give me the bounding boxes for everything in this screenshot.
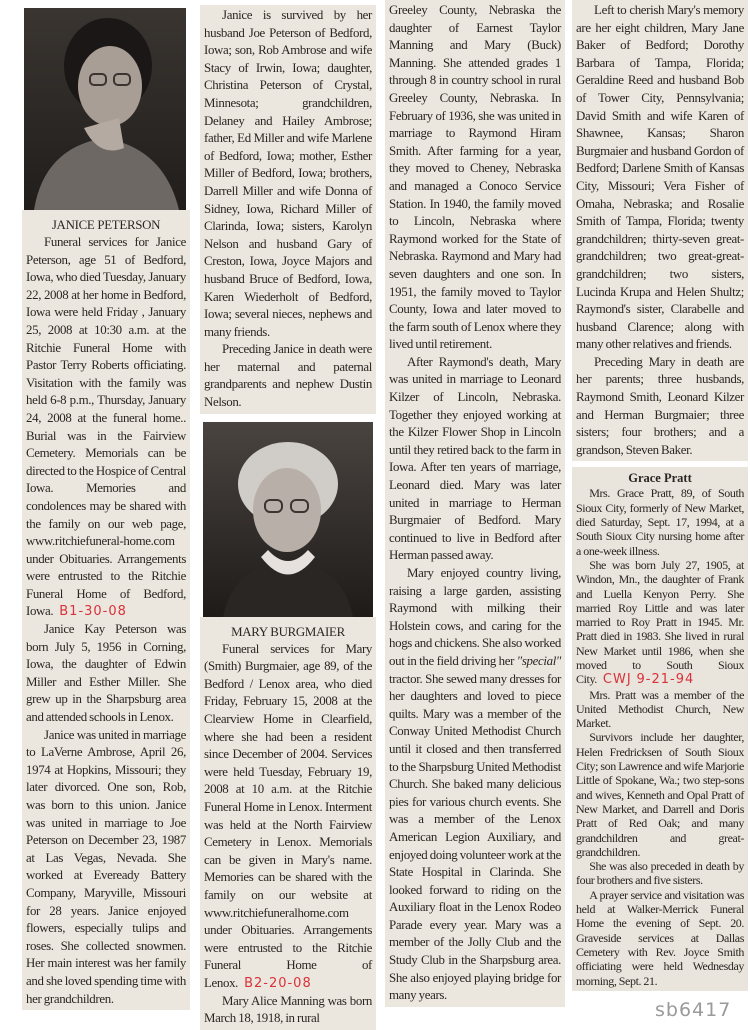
janice-obituary-part1: [22, 210, 190, 1010]
paragraph: Mary Alice Manning was born March 18, 1918, in rural: [204, 993, 372, 1026]
paragraph: A prayer service and visitation was held at Walker-Merrick Funeral Home the evening of Sept. 20. Graveside services at Dallas Cemetery with Rev. Joyce Smith officiating were held Wednesday morning, Sept. 21.: [576, 887, 744, 988]
paragraph: Greeley County, Nebraska the daughter of Earnest Taylor Manning and Mary (Buck) Manning. She attended grades 1 through 8 in country school in rural Greeley County, Nebraska. In February of 1936, she was united in marriage to Raymond Hiram Smith. After farming for a year, they moved to Cheney, Nebraska and managed a Conoco Service Station. In 1940, the family moved to Lincoln, Nebraska where Raymond worked for the State of Nebraska. Raymond and Mary had seven daughters and one son. In 1951, the family moved to Taylor County, Iowa and later moved to the farm south of Lenox where they lived until retirement.: [389, 3, 561, 352]
paragraph-text: Funeral services for Janice Peterson, age 51 of Bedford, Iowa, who died Tuesday, January 22, 2008 at her home in Bedford, Iowa were held Friday , January 25, 2008 at 10:30 a.m. at the Ritchie Funeral Home with Pastor Terry Roberts officiating. Visitation with the family was held 6-8 p.m., Thursday, January 24, 2008 at the funeral home.. Burial was in the Fairview Cemetery. Memorials can be directed to the Hospice of Central Iowa. Memories and condolences may be shared with the family on our web page, www.ritchiefuneral-home.com under Obituaries. Arrangements were entrusted to the Ritchie Funeral Home of Bedford, Iowa.: [26, 235, 186, 619]
paragraph: Janice Kay Peterson was born July 5, 1956 in Corning, Iowa, the daughter of Edwin Miller and Esther Miller. She grew up in the Sharpsburg area and attended schools in Lenox.: [26, 622, 186, 725]
paragraph-text: Funeral services for Mary (Smith) Burgmaier, age 89, of the Bedford / Lenox area, who died Friday, February 15, 2008 at the Clearview Home in Clearfield, where she had been a resident since December of 2004. Services were held Tuesday, February 19, 2008 at 10 a.m. at the Ritchie Funeral Home in Lenox. Interment was held at the North Fairview Cemetery in Lenox. Memorials can be given in Mary's name. Memories can be shared with the family on our website at www.ritchiefuneralhome.com under Obituaries. Arrangements were entrusted to the Ritchie Funeral Home of Lenox.: [204, 641, 372, 990]
column-3: [385, 0, 565, 1007]
mary-obituary-part3: [572, 0, 748, 461]
janice-obituary-part2: [200, 5, 376, 414]
portrait-elderly-woman-icon: [203, 422, 373, 617]
janice-peterson-photo: [24, 8, 186, 210]
mary-obituary-part1: [200, 617, 376, 1030]
portrait-woman-icon: [24, 8, 186, 210]
paragraph-text: Mary enjoyed country living, raising a large garden, assisting Raymond with milking their Holstein cows, and caring for the hogs and chickens. She also worked out in the field driving her: [389, 566, 561, 668]
column-4: [572, 0, 748, 991]
emphasized-text: "special": [516, 653, 561, 668]
paragraph-text: tractor. She sewed many dresses for her daughters and loved to piece quilts. Mary was a member of the Conway United Methodist Church until it closed and then transferred to the Sharpsburg United Methodist Church. She baked many delicious pies for various church events. She was a member of the Lenox American Legion Auxiliary, and enjoyed doing volunteer work at the State Hospital in Clarinda. She looked forward to riding on the Auxiliary float in the Lenox Rodeo Parade every year. Mary was a member of the Jolly Club and the Study Club in the Sharpsburg area. She also enjoyed playing bridge for many years.: [389, 671, 561, 1003]
paragraph: Left to cherish Mary's memory are her eight children, Mary Jane Baker of Bedford; Dorothy Barbara of Tampa, Florida; Geraldine Reed and husband Bob of Tower City, Pennsylvania; David Smith and wife Karen of Shawnee, Kansas; Sharon Burgmaier and husband Gordon of Bedford; Darlene Smith of Kansas City, Missouri; Vera Fisher of Omaha, Nebraska; and Rosalie Smith of Tampa, Florida; twenty grandchildren; thirty-seven great-grandchildren; two great-great-grandchildren; two sisters, Lucinda Krupa and Helen Shultz; Raymond's sister, Clarabelle and husband Clarence; along with many other relatives and friends.: [576, 3, 744, 352]
obituary-heading: MARY BURGMAIER: [231, 624, 345, 639]
column-2: [200, 5, 376, 1030]
paragraph: Preceding Janice in death were her maternal and paternal grandparents and nephew Dustin Nelson.: [204, 342, 372, 410]
paragraph: [389, 565, 561, 1005]
mary-obituary-part2: [385, 0, 565, 1007]
paragraph: [204, 641, 372, 993]
paragraph: Mrs. Grace Pratt, 89, of South Sioux City, formerly of New Market, died Saturday, Sept. 17, 1994, at a South Sioux City nursing home after a one-week illness.: [576, 486, 744, 558]
paragraph: After Raymond's death, Mary was united in marriage to Leonard Kilzer of Lincoln, Nebraska. Together they enjoyed working at the Kilzer Flower Shop in Lincoln until they retired back to the farm in Iowa. After ten years of marriage, Leonard died. Mary was later united in marriage to Herman Burgmaier of Bedford. Mary continued to live in Bedford after Herman passed away.: [389, 354, 561, 563]
paragraph: [26, 234, 186, 621]
catalog-number: sb6417: [655, 998, 732, 1021]
paragraph: She was also preceded in death by four brothers and five sisters.: [576, 859, 744, 888]
grace-pratt-obituary: [572, 467, 748, 990]
paragraph: Preceding Mary in death are her parents; three husbands, Raymond Smith, Leonard Kilzer and Herman Burgmaier; three sisters; four brothers; and a grandson, Steven Baker.: [576, 354, 744, 457]
handwritten-annotation: CWJ 9-21-94: [602, 672, 695, 688]
paragraph: Janice is survived by her husband Joe Peterson of Bedford, Iowa; son, Rob Ambrose and wife Stacy of Irwin, Iowa; daughter, Christina Peterson of Crystal, Minnesota; grandchildren, Delaney and Hailey Ambrose; father, Ed Miller and wife Marlene of Bedford, Iowa; mother, Esther Miller of Bedford, Iowa; brothers, Darrell Miller and wife Donna of Sidney, Iowa, Richard Miller of Clarinda, Iowa; sisters, Karolyn Nelson and husband Gary of Creston, Iowa, Joyce Majors and husband Bruce of Bedford, Iowa, Karen Wiederholt of Bedford, Iowa; several nieces, nephews and many friends.: [204, 8, 372, 339]
mary-burgmaier-photo: [203, 422, 373, 617]
paragraph: Survivors include her daughter, Helen Fredricksen of South Sioux City; son Lawrence and wife Marjorie Little of Spokane, Wa.; two step-sons and wives, Kenneth and Opal Pratt of New Market, and Darrell and Doris Pratt of Red Oak; and many grandchildren and great-grandchildren.: [576, 730, 744, 859]
handwritten-annotation: B1-30-08: [59, 604, 127, 620]
handwritten-annotation: B2-20-08: [244, 975, 312, 991]
paragraph: [576, 558, 744, 688]
paragraph: Mrs. Pratt was a member of the United Methodist Church, New Market.: [576, 687, 744, 731]
obituary-heading: JANICE PETERSON: [51, 218, 161, 232]
paragraph: Janice was united in marriage to LaVerne Ambrose, April 26, 1974 at Hopkins, Missouri; they later divorced. One son, Rob, was born to this union. Janice was united in marriage to Joe Peterson on December 23, 1987 at Las Vegas, Nevada. She worked at Eveready Battery Company, Maryville, Missouri for 28 years. Janice enjoyed flowers, especially tulips and roses. She collected snowmen. Her main interest was her family and she loved spending time with her grandchildren.: [26, 727, 186, 1006]
paragraph-text: She was born July 27, 1905, at Windon, Mn., the daughter of Frank and Luella Kenyon Perry. She married Roy Little and was later married to Roy Pratt in 1945. Mr. Pratt died in 1983. She lived in rural New Market until 1986, when she moved to South Sioux City.: [576, 557, 744, 687]
obituary-heading: Grace Pratt: [628, 471, 692, 486]
column-1: [22, 8, 190, 1010]
